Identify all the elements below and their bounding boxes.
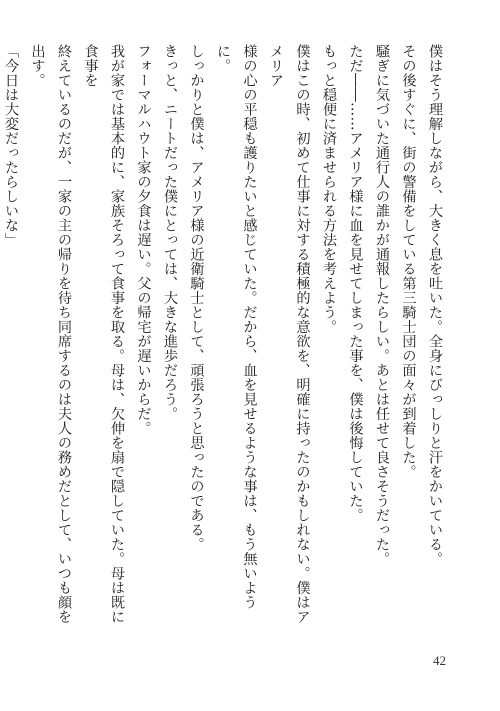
text-line: その後すぐに、街の警備をしている第三騎士団の面々が到着した。 <box>400 44 417 479</box>
text-line: 様の心の平穏も護りたいと感じていた。だから、血を見せるような事は、もう無いように。 <box>215 44 258 610</box>
section-2 <box>0 44 157 634</box>
text-line: 騒ぎに気づいた通行人の誰かが通報したらしい。あとは任せて良さそうだった。 <box>374 44 390 566</box>
text-line: 僕はそう理解しながら、大きく息を吐いた。全身にびっしりと汗をかいている。 <box>427 44 443 566</box>
text-line: 終えているのだが、一家の主の帰りを待ち同席するのは夫人の務めだとして、いつも顔を出す。 <box>29 44 72 624</box>
dialogue-line: 「今日は大変だったらしいな」 <box>3 44 19 247</box>
text-line: 僕はこの時、初めて仕事に対する積極的な意欲を、明確に持ったのかもしれない。僕はアメリア <box>268 44 311 624</box>
text-line: 我が家では基本的に、家族そろって食事を取る。母は、欠伸を扇で隠していた。母は既に食事を <box>82 44 125 624</box>
text-line: ただ――……アメリア様に血を見せてしまった事を、僕は後悔していた。 <box>347 44 364 523</box>
text-line: きっと、ニートだった僕にとっては、大きな進歩だろう。 <box>162 44 178 421</box>
text-line: もっと穏便に済ませられる方法を考えよう。 <box>321 44 337 334</box>
vertical-text-body <box>3 44 448 634</box>
section-1 <box>157 44 449 634</box>
page-number: 42 <box>433 653 446 668</box>
text-line: しっかりと僕は、アメリア様の近衛騎士として、頑張ろうと思ったのである。 <box>188 44 205 552</box>
text-line: フォーマルハウト家の夕食は遅い。父の帰宅が遅いからだ。 <box>135 44 152 436</box>
